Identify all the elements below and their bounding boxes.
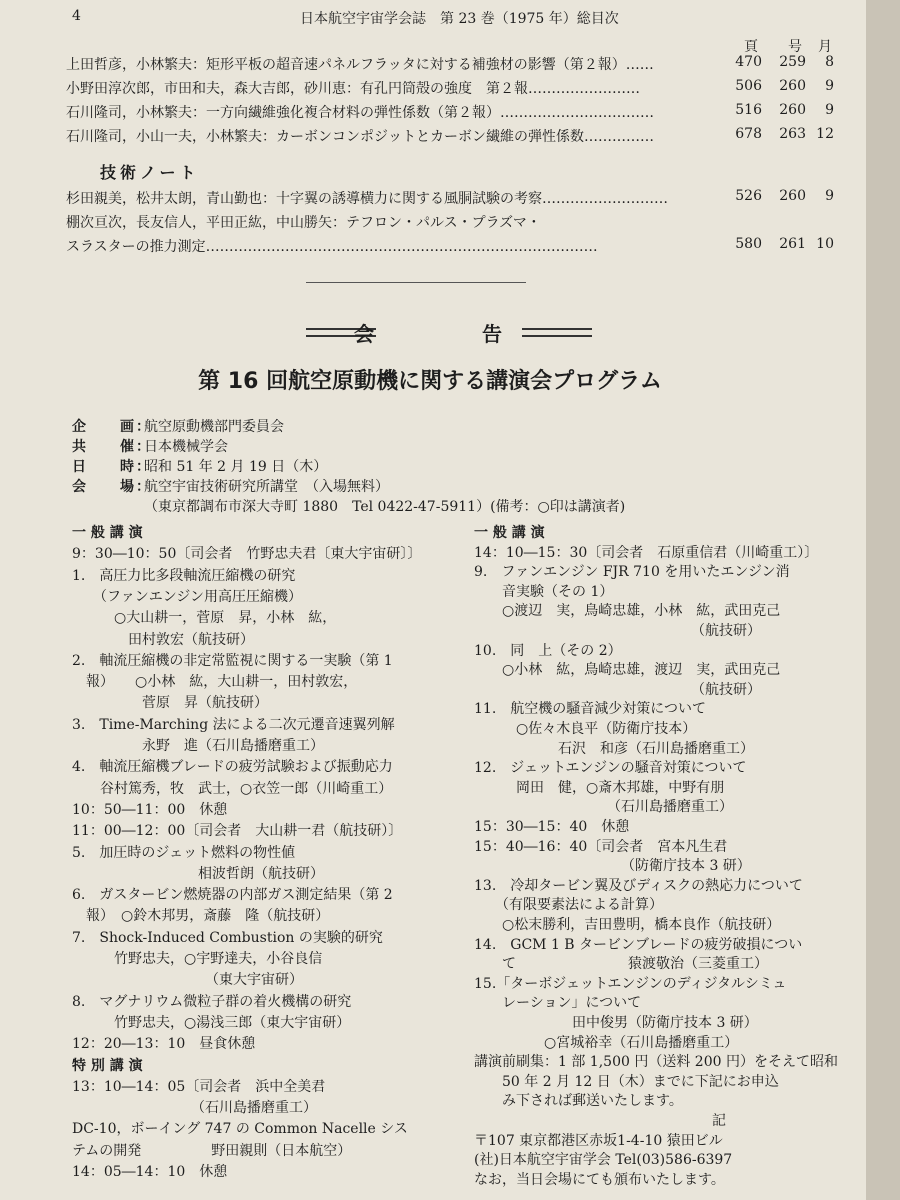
program-line: ○宮城裕幸（石川島播磨重工） xyxy=(474,1034,739,1051)
program-line: 10：50―11：00 休憩 xyxy=(72,801,228,818)
program-title: 第 16 回航空原動機に関する講演会プログラム xyxy=(198,369,662,394)
toc-page: 526 xyxy=(735,188,762,204)
toc-entry: 杉田親美，松井太朗，青山勤也：十字翼の誘導横力に関する風胴試験の考察……………………… xyxy=(66,191,668,207)
program-line: 3. Time-Marching 法による二次元遷音速翼列解 xyxy=(72,716,395,733)
toc-month: 12 xyxy=(816,126,834,142)
info-row xyxy=(72,416,284,436)
program-line: 8. マグナリウム微粒子群の着火機構の研究 xyxy=(72,993,352,1010)
program-line: 岡田 健，○斎木邦雄，中野有朋 xyxy=(474,779,725,796)
program-line: 竹野忠夫，○湯浅三郎（東大宇宙研） xyxy=(72,1014,351,1031)
toc-page: 516 xyxy=(735,102,762,118)
program-line: 竹野忠夫，○宇野達夫，小谷良信 xyxy=(72,951,323,967)
toc-entry: 小野田淳次郎，市田和夫，森大吉郎，砂川恵：有孔円筒殻の強度 第２報…………………… xyxy=(66,81,640,97)
toc-page: 678 xyxy=(735,126,762,142)
section-label: 特 別 講 演 xyxy=(72,1057,143,1074)
info-row xyxy=(72,496,625,516)
program-line: 6. ガスタービン燃焼器の内部ガス測定結果（第 2 xyxy=(72,887,393,904)
program-line: 報） ○小林 紘，大山耕一，田村敦宏， xyxy=(72,674,358,691)
toc-month: 9 xyxy=(825,102,834,118)
info-value: 航空宇宙技術研究所講堂 （入場無料） xyxy=(144,479,389,495)
program-line: 谷村篤秀，牧 武士，○衣笠一郎（川崎重工） xyxy=(72,780,393,797)
program-line: 永野 進（石川島播磨重工） xyxy=(72,738,324,754)
toc-month: 9 xyxy=(825,188,834,204)
program-line: 15：40―16：40〔司会者 宮本凡生君 xyxy=(474,838,728,855)
toc-entry: 棚次亘次，長友信人，平田正紘，中山勝矢：テフロン・パルス・プラズマ・ xyxy=(66,215,541,231)
toc-issue: 260 xyxy=(779,188,806,204)
program-line: ○大山耕一，菅原 昇，小林 紘， xyxy=(72,610,337,627)
program-line: 11：00―12：00〔司会者 大山耕一君（航技研）〕 xyxy=(72,823,403,840)
page-edge xyxy=(866,0,900,1200)
toc-issue: 261 xyxy=(779,236,806,252)
running-header: 日本航空宇宙学会誌 第 23 巻（1975 年）総目次 xyxy=(300,11,619,27)
info-value: 日本機械学会 xyxy=(144,439,228,455)
program-line: ○渡辺 実，鳥崎忠雄，小林 紘，武田克己 xyxy=(474,603,781,620)
toc-entry: スラスターの推力測定………………………………………………………………………… xyxy=(66,239,598,255)
program-line: （石川島播磨重工） xyxy=(474,799,733,816)
program-line: 15.「ターボジェットエンジンのディジタルシミュ xyxy=(474,975,787,992)
toc-issue: 259 xyxy=(779,54,806,70)
program-line: レーション」について xyxy=(474,995,642,1012)
program-line: 9：30―10：50〔司会者 竹野忠夫君〔東大宇宙研〕〕 xyxy=(72,546,422,563)
program-line: 14. GCM 1 B タービンブレードの疲労破損につい xyxy=(474,936,803,953)
info-key: 共 催： xyxy=(72,439,152,455)
section-label: 一 般 講 演 xyxy=(72,525,143,541)
program-line: （石川島播磨重工） xyxy=(72,1100,317,1117)
program-line: DC-10，ボーイング 747 の Common Nacelle シス xyxy=(72,1121,408,1138)
info-value: 昭和 51 年 2 月 19 日（木） xyxy=(144,459,328,475)
toc-page: 506 xyxy=(735,78,762,94)
program-line: 記 xyxy=(474,1113,726,1129)
toc-entry: 石川隆司，小山一夫，小林繁夫：カーボンコンポジットとカーボン繊維の弾性係数…………… xyxy=(66,129,654,145)
program-line: （航技研） xyxy=(474,623,761,639)
col-header-page: 頁 xyxy=(744,39,758,55)
program-line: 13. 冷却タービン翼及びディスクの熱応力について xyxy=(474,877,803,894)
info-row xyxy=(72,476,389,496)
program-line: 5. 加圧時のジェット燃料の物性値 xyxy=(72,844,296,861)
program-line: 50 年 2 月 12 日（木）までに下記にお申込 xyxy=(474,1073,779,1090)
section-label: 一 般 講 演 xyxy=(474,525,545,541)
program-line: 12. ジェットエンジンの騒音対策について xyxy=(474,760,747,777)
program-line: 田中俊男（防衛庁技本 3 研） xyxy=(474,1015,758,1031)
program-line: 石沢 和彦（石川島播磨重工） xyxy=(474,740,754,757)
toc-month: 8 xyxy=(825,54,834,70)
toc-entry: 石川隆司，小林繁夫：一方向繊維強化複合材料の弾性係数（第２報）…………………………… xyxy=(66,105,654,121)
program-line: 2. 軸流圧縮機の非定常監視に関する一実験（第 1 xyxy=(72,652,393,669)
page-number: 4 xyxy=(72,8,81,24)
program-line: 14：10―15：30〔司会者 石原重信君（川崎重工）〕 xyxy=(474,544,819,561)
info-row xyxy=(72,456,327,476)
program-line: (社)日本航空宇宙学会 Tel(03)586-6397 xyxy=(474,1152,733,1169)
program-line: 7. Shock-Induced Combustion の実験的研究 xyxy=(72,929,383,946)
program-line: テムの開発 野田親則（日本航空） xyxy=(72,1142,352,1159)
toc-page: 470 xyxy=(735,54,762,70)
program-line: 4. 軸流圧縮機ブレードの疲労試験および振動応力 xyxy=(72,759,393,776)
toc-issue: 260 xyxy=(779,78,806,94)
program-line: て 猿渡敬治（三菱重工） xyxy=(474,956,768,973)
program-line: （航技研） xyxy=(474,681,761,698)
col-header-month: 月 xyxy=(818,39,832,55)
program-line: 9. ファンエンジン FJR 710 を用いたエンジン消 xyxy=(474,564,790,581)
section-divider xyxy=(306,282,526,283)
program-line: 〒107 東京都港区赤坂1-4-10 猿田ビル xyxy=(474,1132,723,1149)
program-line: 12：20―13：10 昼食休憩 xyxy=(72,1036,256,1053)
toc-page: 580 xyxy=(735,236,762,252)
program-line: 講演前刷集：1 部 1,500 円（送料 200 円）をそえて昭和 xyxy=(474,1054,838,1071)
program-line: ○佐々木良平（防衛庁技本） xyxy=(474,721,697,737)
info-row xyxy=(72,436,228,456)
info-key: 会 場： xyxy=(72,479,152,495)
toc-issue: 260 xyxy=(779,102,806,118)
program-line: 1. 高圧力比多段軸流圧縮機の研究 xyxy=(72,567,296,584)
toc-month: 9 xyxy=(825,78,834,94)
info-key: 日 時： xyxy=(72,459,152,475)
toc-issue: 263 xyxy=(779,126,806,142)
program-line: 10. 同 上（その 2） xyxy=(474,642,622,659)
info-key: 企 画： xyxy=(72,419,152,435)
program-line: 13：10―14：05〔司会者 浜中全美君 xyxy=(72,1078,326,1095)
program-line: （防衛庁技本 3 研） xyxy=(474,858,751,875)
program-line: 相波哲朗（航技研） xyxy=(72,865,324,882)
program-line: （有限要素法による計算） xyxy=(474,897,663,914)
info-value: 航空原動機部門委員会 xyxy=(144,419,284,435)
program-line: ○松末勝利，吉田豊明，橋本良作（航技研） xyxy=(474,917,781,933)
tech-notes-heading: 技術ノート xyxy=(100,163,200,182)
col-header-issue: 号 xyxy=(788,39,802,55)
notice-heading: 会 告 xyxy=(354,322,546,346)
program-line: （東大宇宙研） xyxy=(72,972,303,989)
program-line: 14：05―14：10 休憩 xyxy=(72,1164,228,1180)
program-line: 田村敦宏（航技研） xyxy=(72,631,254,648)
program-line: 菅原 昇（航技研） xyxy=(72,695,268,712)
program-line: （ファンエンジン用高圧圧縮機） xyxy=(72,588,303,605)
program-line: 11. 航空機の騒音減少対策について xyxy=(474,701,706,718)
info-value: （東京都調布市深大寺町 1880 Tel 0422-47-5911）(備考：○印は講演者) xyxy=(144,499,626,515)
program-line: ○小林 紘，鳥崎忠雄，渡辺 実，武田克己 xyxy=(474,662,781,679)
program-line: み下されば郵送いたします。 xyxy=(474,1093,683,1110)
toc-month: 10 xyxy=(816,236,834,252)
program-line: なお，当日会場にても頒布いたします。 xyxy=(474,1171,725,1188)
program-line: 15：30―15：40 休憩 xyxy=(474,819,630,835)
program-line: 報） ○鈴木邦男，斎藤 隆（航技研） xyxy=(72,908,330,925)
toc-entry: 上田哲彦，小林繁夫：矩形平板の超音速パネルフラッタに対する補強材の影響（第２報）…… xyxy=(66,57,654,73)
program-line: 音実験（その 1） xyxy=(474,583,614,600)
